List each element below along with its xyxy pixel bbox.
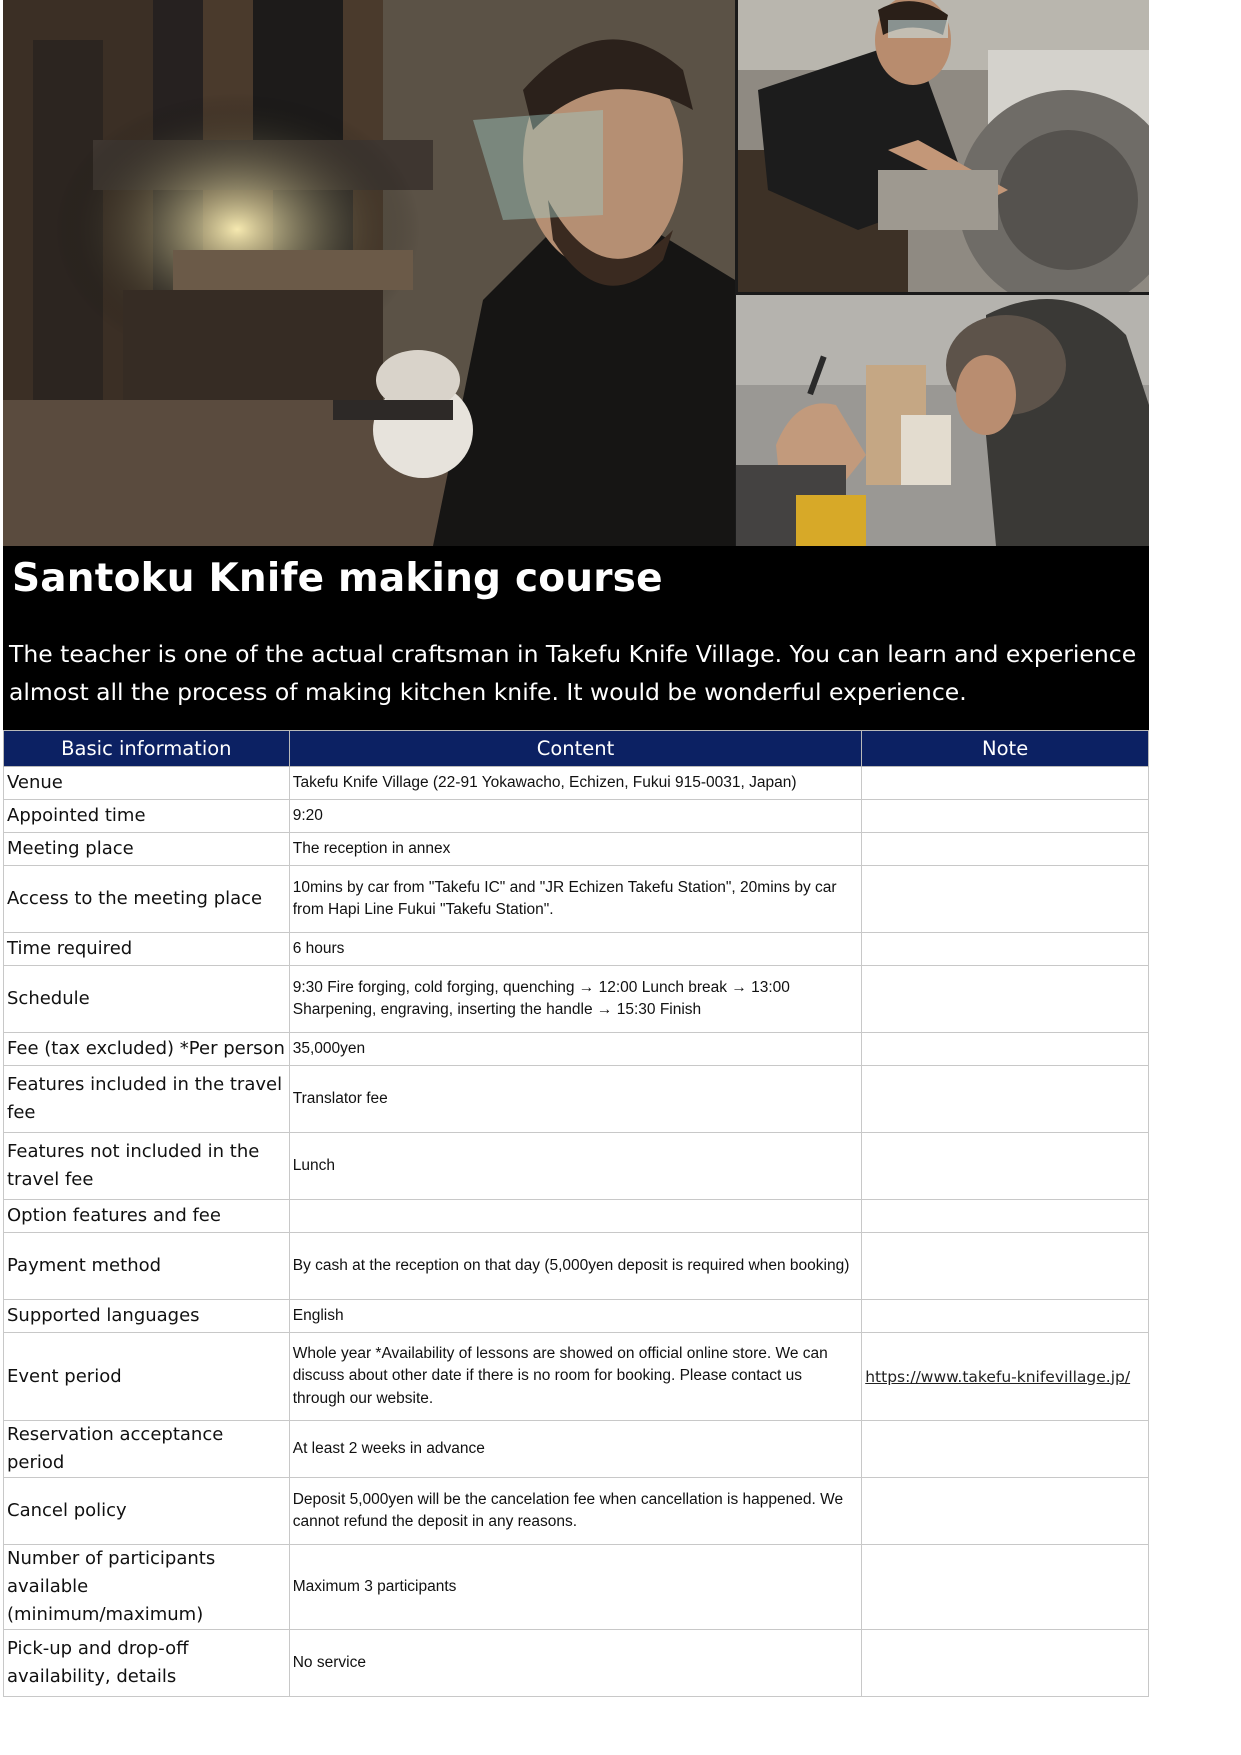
row-note [862, 1300, 1149, 1333]
row-content: Takefu Knife Village (22-91 Yokawacho, Echizen, Fukui 915-0031, Japan) [289, 767, 862, 800]
row-label: Number of participants available (minimum/maximum) [4, 1545, 290, 1630]
row-note [862, 1233, 1149, 1300]
row-note [862, 1630, 1149, 1697]
table-row-event-period [4, 1333, 1149, 1421]
row-label: Event period [4, 1333, 290, 1421]
table-row-schedule [4, 966, 1149, 1033]
row-content: Whole year *Availability of lessons are showed on official online store. We can discuss about other date if there is no room for booking. Please contact us through our website. [289, 1333, 862, 1421]
row-label: Schedule [4, 966, 290, 1033]
row-label: Option features and fee [4, 1200, 290, 1233]
row-note [862, 966, 1149, 1033]
row-content: Translator fee [289, 1066, 862, 1133]
row-label: Features included in the travel fee [4, 1066, 290, 1133]
table-row-time-required [4, 933, 1149, 966]
table-row-fee [4, 1033, 1149, 1066]
table-row-participants [4, 1545, 1149, 1630]
header-basic-information: Basic information [4, 731, 290, 767]
row-note [862, 1200, 1149, 1233]
row-content: 9:30 Fire forging, cold forging, quenching → 12:00 Lunch break → 13:00 Sharpening, engraving, inserting the handle → 15:30 Finish [289, 966, 862, 1033]
row-note [862, 866, 1149, 933]
table-row-appointed-time [4, 800, 1149, 833]
row-content: Deposit 5,000yen will be the cancelation fee when cancellation is happened. We cannot refund the deposit in any reasons. [289, 1478, 862, 1545]
row-content: 35,000yen [289, 1033, 862, 1066]
website-link[interactable]: https://www.takefu-knifevillage.jp/ [865, 1367, 1131, 1386]
table-row-supported-languages [4, 1300, 1149, 1333]
table-row-access [4, 866, 1149, 933]
row-note [862, 1545, 1149, 1630]
table-row-features-not-included [4, 1133, 1149, 1200]
row-note [862, 1033, 1149, 1066]
header-note: Note [862, 731, 1149, 767]
row-label: Reservation acceptance period [4, 1421, 290, 1478]
photo-engraving [736, 295, 1149, 546]
row-label: Supported languages [4, 1300, 290, 1333]
row-label: Payment method [4, 1233, 290, 1300]
photo-grinding [738, 0, 1149, 292]
header-content: Content [289, 731, 862, 767]
row-label: Time required [4, 933, 290, 966]
row-content: English [289, 1300, 862, 1333]
photo-collage [3, 0, 1149, 546]
row-note [862, 767, 1149, 800]
table-row-pickup [4, 1630, 1149, 1697]
row-label: Cancel policy [4, 1478, 290, 1545]
row-label: Appointed time [4, 800, 290, 833]
table-row-payment-method [4, 1233, 1149, 1300]
row-content: Maximum 3 participants [289, 1545, 862, 1630]
course-info-table [3, 730, 1149, 1697]
table-row-meeting-place [4, 833, 1149, 866]
row-label: Fee (tax excluded) *Per person [4, 1033, 290, 1066]
course-page [3, 0, 1149, 1697]
table-row-cancel-policy [4, 1478, 1149, 1545]
row-content: Lunch [289, 1133, 862, 1200]
table-row-reservation-period [4, 1421, 1149, 1478]
row-content [289, 1200, 862, 1233]
row-label: Features not included in the travel fee [4, 1133, 290, 1200]
row-content: The reception in annex [289, 833, 862, 866]
row-note [862, 1066, 1149, 1133]
row-label: Access to the meeting place [4, 866, 290, 933]
row-content: At least 2 weeks in advance [289, 1421, 862, 1478]
table-row-venue [4, 767, 1149, 800]
row-note [862, 833, 1149, 866]
row-note [862, 1421, 1149, 1478]
table-row-features-included [4, 1066, 1149, 1133]
row-note [862, 1133, 1149, 1200]
row-note [862, 933, 1149, 966]
row-label: Pick-up and drop-off availability, details [4, 1630, 290, 1697]
course-title: Santoku Knife making course [12, 556, 663, 601]
row-note [862, 1333, 1149, 1421]
row-content: 10mins by car from "Takefu IC" and "JR Echizen Takefu Station", 20mins by car from Hapi Line Fukui "Takefu Station". [289, 866, 862, 933]
row-note [862, 1478, 1149, 1545]
table-row-option-features [4, 1200, 1149, 1233]
row-label: Meeting place [4, 833, 290, 866]
table-header-row [4, 731, 1149, 767]
course-description: The teacher is one of the actual craftsman in Takefu Knife Village. You can learn and experience almost all the process of making kitchen knife. It would be wonderful experience. [9, 640, 1137, 706]
photo-forging [3, 0, 735, 546]
row-content: No service [289, 1630, 862, 1697]
course-header [3, 546, 1149, 730]
row-content: By cash at the reception on that day (5,000yen deposit is required when booking) [289, 1233, 862, 1300]
row-content: 6 hours [289, 933, 862, 966]
row-label: Venue [4, 767, 290, 800]
row-content: 9:20 [289, 800, 862, 833]
row-note [862, 800, 1149, 833]
